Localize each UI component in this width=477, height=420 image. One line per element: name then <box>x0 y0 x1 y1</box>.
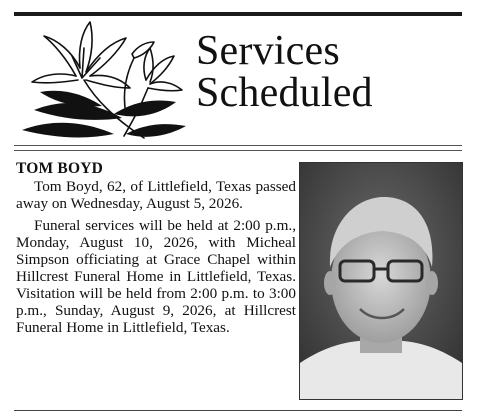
title-line-2: Scheduled <box>196 70 373 116</box>
section-title <box>196 30 373 114</box>
obituary-name: TOM BOYD <box>16 160 104 177</box>
portrait-photo <box>299 162 463 400</box>
obituary-paragraph: Tom Boyd, 62, of Littlefield, Texas passed away on Wednesday, August 5, 2026. <box>16 178 296 212</box>
obituary-paragraph: Funeral services will be held at 2:00 p.m., Monday, August 10, 2026, with Micheal Simpson officiating at Grace Chapel within Hillcrest Funeral Home in Littlefield, Texas. Visitation will be held from 2:00 p.m. to 3:00 p.m., Sunday, August 9, 2026, at Hillcrest Funeral Home in Littlefield, Texas. <box>16 217 296 336</box>
top-rule <box>14 12 462 16</box>
title-line-1: Services <box>196 28 340 74</box>
divider-rule <box>14 145 462 146</box>
divider-rule-2 <box>14 150 462 151</box>
bottom-rule <box>14 410 462 411</box>
lily-flower-icon <box>14 18 194 142</box>
obituary-body <box>16 178 296 341</box>
